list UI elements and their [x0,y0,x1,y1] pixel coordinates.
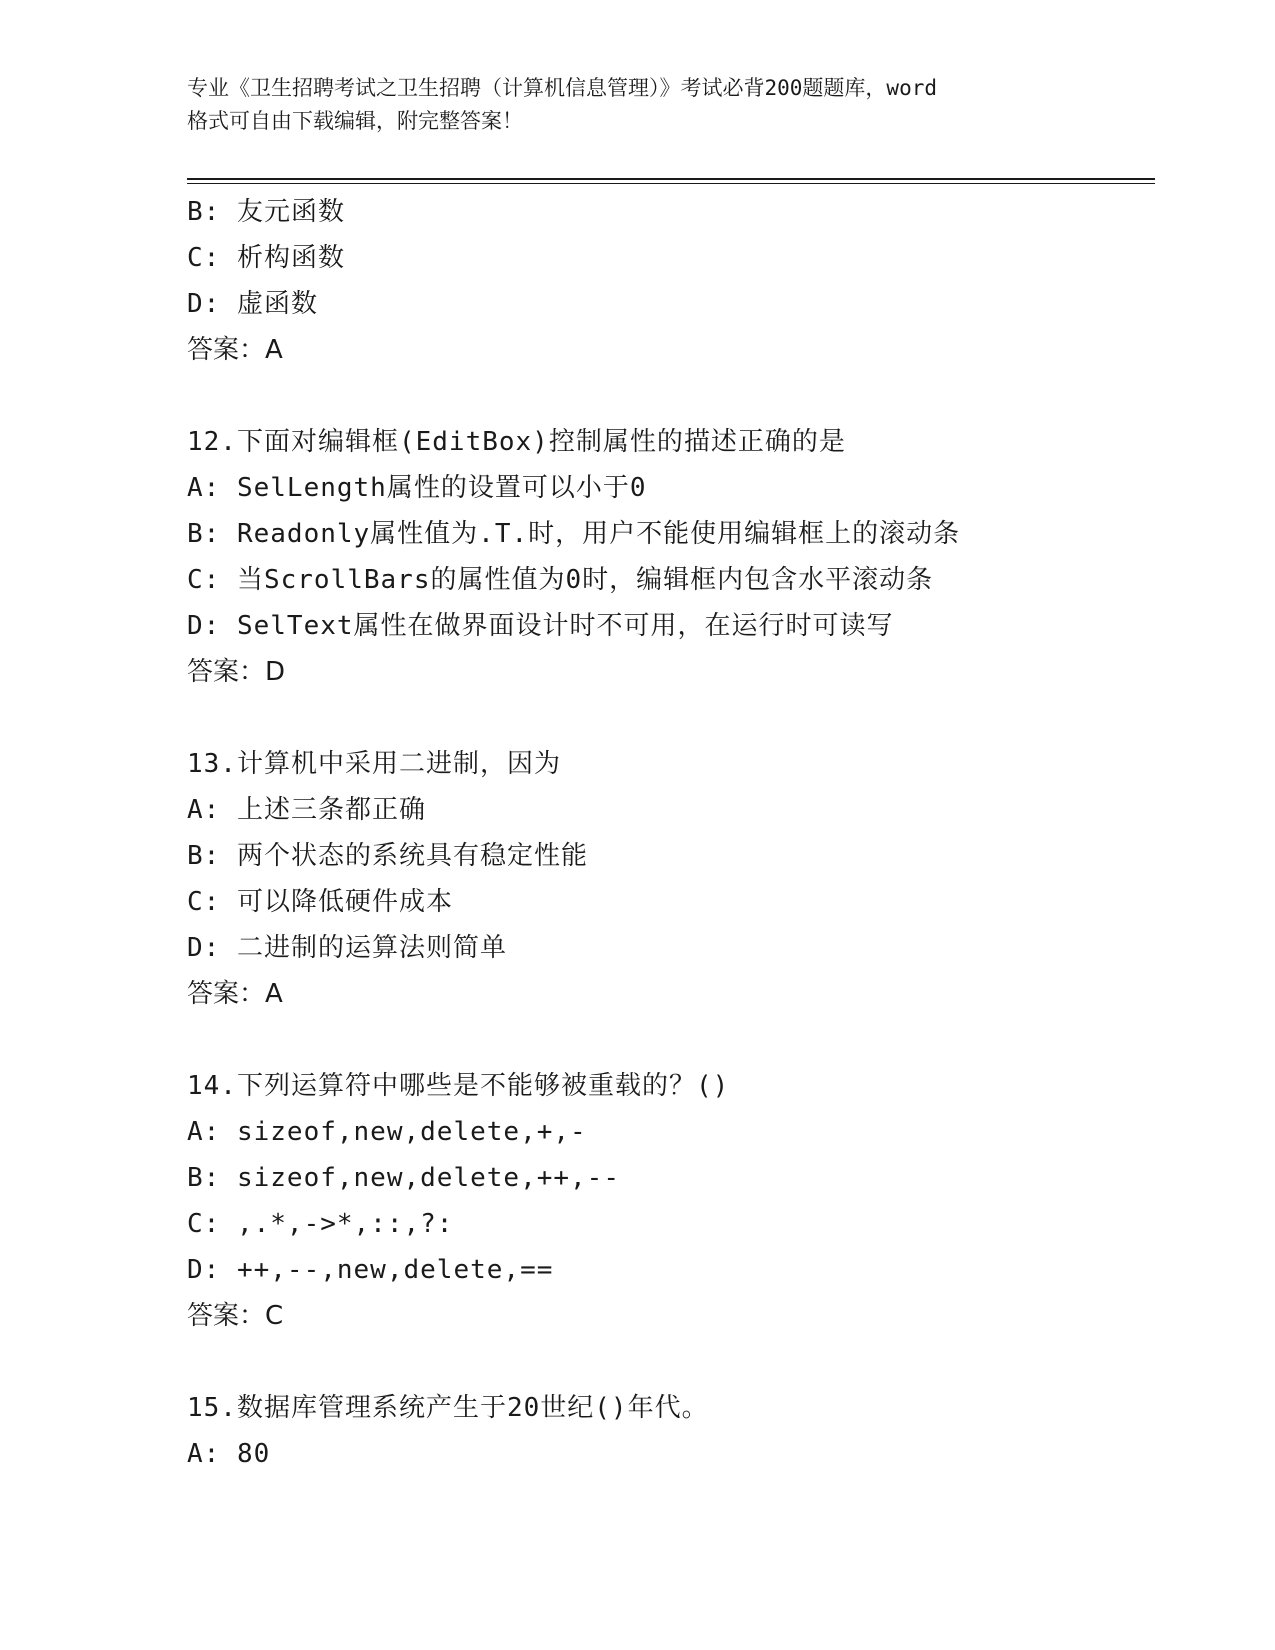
question-15 [187,1385,1147,1477]
option-a: A: 上述三条都正确 [187,795,426,825]
spacer [187,373,1147,419]
option-d: D: 虚函数 [187,289,318,319]
option-c: C: ,.*,->*,::,?: [187,1209,454,1239]
question-11 [187,189,1147,373]
question-13 [187,741,1147,1017]
document-header [187,72,1087,138]
option-a: A: sizeof,new,delete,+,- [187,1117,587,1147]
answer-line: 答案：D [187,657,286,687]
option-d: D: ++,--,new,delete,== [187,1255,554,1285]
option-d: D: SelText属性在做界面设计时不可用，在运行时可读写 [187,611,894,641]
answer-line: 答案：A [187,979,283,1009]
option-a: A: 80 [187,1439,271,1469]
question-text: 13.计算机中采用二进制，因为 [187,749,561,779]
option-c: C: 当ScrollBars的属性值为0时，编辑框内包含水平滚动条 [187,565,934,595]
header-line-2: 格式可自由下载编辑，附完整答案！ [187,109,523,133]
spacer [187,1017,1147,1063]
answer-line: 答案：A [187,335,283,365]
option-b: B: Readonly属性值为.T.时，用户不能使用编辑框上的滚动条 [187,519,961,549]
option-b: B: sizeof,new,delete,++,-- [187,1163,620,1193]
answer-line: 答案：C [187,1301,284,1331]
option-b: B: 两个状态的系统具有稳定性能 [187,841,588,871]
option-a: A: SelLength属性的设置可以小于0 [187,473,647,503]
question-text: 12.下面对编辑框(EditBox)控制属性的描述正确的是 [187,427,846,457]
spacer [187,695,1147,741]
question-list [187,189,1147,1477]
option-b: B: 友元函数 [187,197,345,227]
header-line-1: 专业《卫生招聘考试之卫生招聘（计算机信息管理）》考试必背200题题库，word [187,76,937,100]
header-divider-thin [187,183,1155,184]
option-c: C: 可以降低硬件成本 [187,887,453,917]
question-12 [187,419,1147,695]
option-d: D: 二进制的运算法则简单 [187,933,507,963]
header-divider-thick [187,178,1155,180]
question-text: 15.数据库管理系统产生于20世纪()年代。 [187,1393,709,1423]
spacer [187,1339,1147,1385]
option-c: C: 析构函数 [187,243,345,273]
question-text: 14.下列运算符中哪些是不能够被重载的？() [187,1071,730,1101]
question-14 [187,1063,1147,1339]
